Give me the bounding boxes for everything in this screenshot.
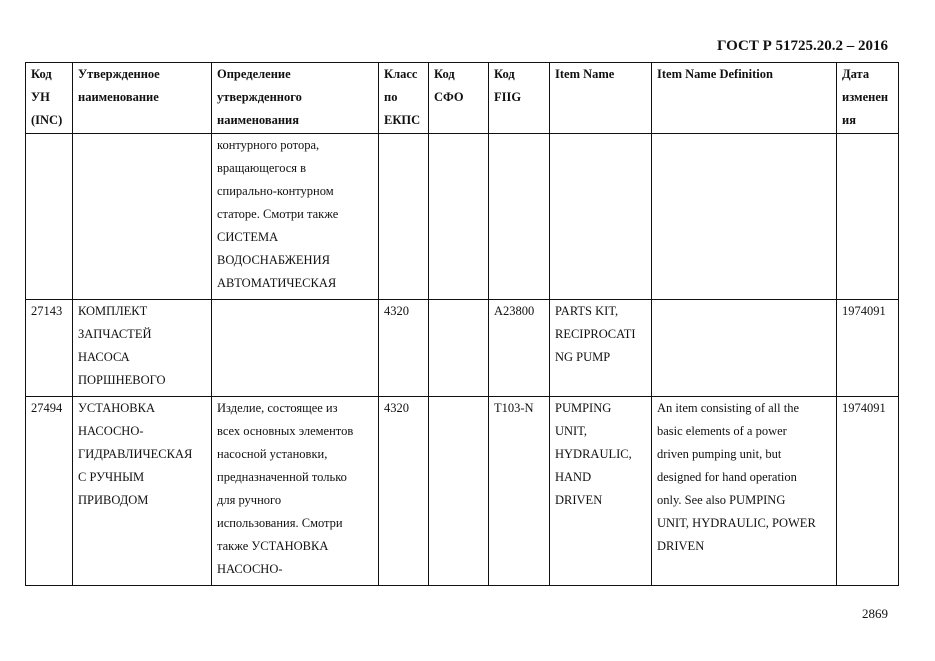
cell-ekps-class: [379, 134, 429, 300]
col-header-definition: Определение утвержденного наименования: [212, 63, 379, 134]
cell-item-name: PARTS KIT, RECIPROCATI NG PUMP: [550, 300, 652, 397]
cell-change-date: 1974091: [837, 300, 899, 397]
col-header-item-definition: Item Name Definition: [652, 63, 837, 134]
page-number: 2869: [862, 606, 888, 621]
cell-definition: контурного ротора, вращающегося в спирально-контурном статоре. Смотри также СИСТЕМА ВОДОСНАБЖЕНИЯ АВТОМАТИЧЕСКАЯ: [212, 134, 379, 300]
cell-fiig-code: A23800: [489, 300, 550, 397]
cell-item-name: PUMPING UNIT, HYDRAULIC, HAND DRIVEN: [550, 397, 652, 586]
cell-ekps-class: 4320: [379, 397, 429, 586]
cell-approved-name: УСТАНОВКА НАСОСНО- ГИДРАВЛИЧЕСКАЯ С РУЧНЫМ ПРИВОДОМ: [73, 397, 212, 586]
header-row: [26, 63, 899, 134]
col-header-change-date: Дата изменен ия: [837, 63, 899, 134]
cell-item-definition: [652, 300, 837, 397]
col-header-inc: Код УН (INC): [26, 63, 73, 134]
cell-sfo-code: [429, 300, 489, 397]
cell-inc: [26, 134, 73, 300]
cell-fiig-code: T103-N: [489, 397, 550, 586]
cell-sfo-code: [429, 134, 489, 300]
cell-inc: 27143: [26, 300, 73, 397]
col-header-item-name: Item Name: [550, 63, 652, 134]
table-row: [26, 397, 899, 586]
classification-table: [25, 62, 899, 586]
table-row: [26, 134, 899, 300]
cell-approved-name: КОМПЛЕКТ ЗАПЧАСТЕЙ НАСОСА ПОРШНЕВОГО: [73, 300, 212, 397]
cell-item-definition: [652, 134, 837, 300]
cell-item-name: [550, 134, 652, 300]
cell-change-date: [837, 134, 899, 300]
cell-inc: 27494: [26, 397, 73, 586]
cell-item-definition: An item consisting of all the basic elements of a power driven pumping unit, but designed for hand operation only. See also PUMPING UNIT, HYDRAULIC, POWER DRIVEN: [652, 397, 837, 586]
document-header: ГОСТ Р 51725.20.2 – 2016: [716, 38, 888, 54]
cell-definition: [212, 300, 379, 397]
cell-fiig-code: [489, 134, 550, 300]
col-header-fiig-code: Код FIIG: [489, 63, 550, 134]
cell-definition: Изделие, состоящее из всех основных элементов насосной установки, предназначенной только для ручного использования. Смотри также УСТАНОВКА НАСОСНО-: [212, 397, 379, 586]
col-header-ekps-class: Класс по ЕКПС: [379, 63, 429, 134]
cell-ekps-class: 4320: [379, 300, 429, 397]
cell-approved-name: [73, 134, 212, 300]
table-row: [26, 300, 899, 397]
cell-change-date: 1974091: [837, 397, 899, 586]
cell-sfo-code: [429, 397, 489, 586]
col-header-sfo-code: Код СФО: [429, 63, 489, 134]
col-header-approved-name: Утвержденное наименование: [73, 63, 212, 134]
